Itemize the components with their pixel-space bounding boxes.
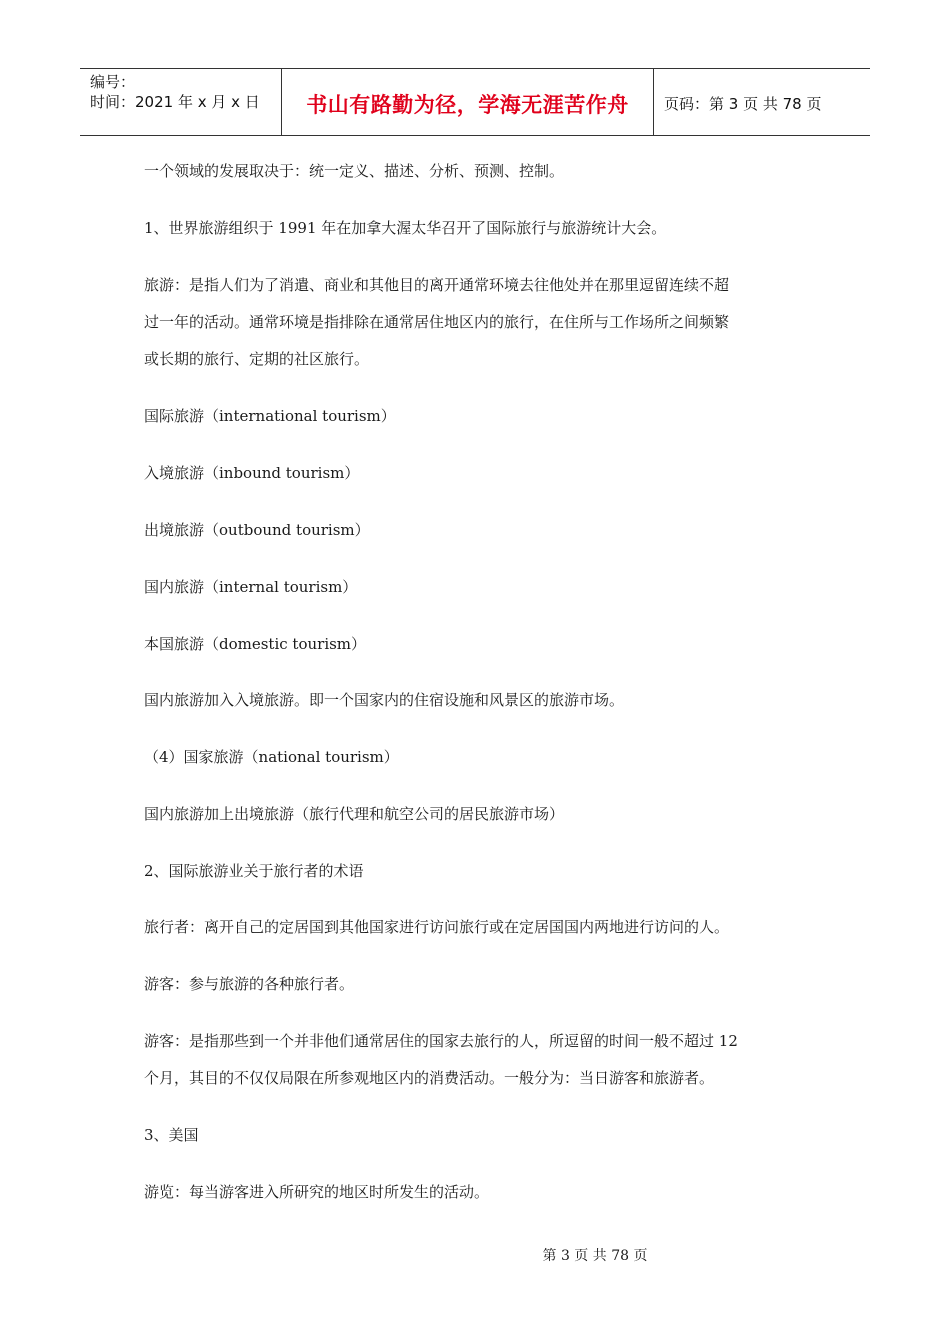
body-line: 国内旅游加上出境旅游（旅行代理和航空公司的居民旅游市场） xyxy=(144,805,565,823)
body-line: 游客：是指那些到一个并非他们通常居住的国家去旅行的人，所逗留的时间一般不超过 12 xyxy=(144,1032,738,1050)
body-line: 国内旅游加入入境旅游。即一个国家内的住宿设施和风景区的旅游市场。 xyxy=(144,691,625,709)
header-date-label: 时间：2021 年 x 月 x 日 xyxy=(90,93,260,111)
page-footer: 第 3 页 共 78 页 xyxy=(542,1248,648,1264)
header-page-info: 页码：第 3 页 共 78 页 xyxy=(664,94,822,113)
body-line: 过一年的活动。通常环境是指排除在通常居住地区内的旅行，在住所与工作场所之间频繁 xyxy=(144,313,730,331)
header-number-label: 编号： xyxy=(90,73,136,91)
body-line: 1、世界旅游组织于 1991 年在加拿大渥太华召开了国际旅行与旅游统计大会。 xyxy=(144,219,667,237)
header-motto: 书山有路勤为径，学海无涯苦作舟 xyxy=(282,69,654,135)
body-line: 2、国际旅游业关于旅行者的术语 xyxy=(144,862,364,880)
body-line: 入境旅游（inbound tourism） xyxy=(144,464,360,482)
body-line: 个月，其目的不仅仅局限在所参观地区内的消费活动。一般分为：当日游客和旅游者。 xyxy=(144,1069,715,1087)
header-meta xyxy=(80,69,282,135)
body-line: 游览：每当游客进入所研究的地区时所发生的活动。 xyxy=(144,1183,490,1201)
body-line: （4）国家旅游（national tourism） xyxy=(144,748,399,766)
body-line: 3、美国 xyxy=(144,1126,199,1144)
body-line: 国际旅游（international tourism） xyxy=(144,407,396,425)
body-line: 旅行者：离开自己的定居国到其他国家进行访问旅行或在定居国国内两地进行访问的人。 xyxy=(144,918,730,936)
body-line: 出境旅游（outbound tourism） xyxy=(144,521,370,539)
body-line: 旅游：是指人们为了消遣、商业和其他目的离开通常环境去往他处并在那里逗留连续不超 xyxy=(144,276,730,294)
body-line: 本国旅游（domestic tourism） xyxy=(144,635,367,653)
body-line: 国内旅游（internal tourism） xyxy=(144,578,358,596)
body-line: 一个领域的发展取决于：统一定义、描述、分析、预测、控制。 xyxy=(144,162,565,180)
body-line: 游客：参与旅游的各种旅行者。 xyxy=(144,975,355,993)
body-line: 或长期的旅行、定期的社区旅行。 xyxy=(144,350,370,368)
page-header xyxy=(80,68,870,136)
